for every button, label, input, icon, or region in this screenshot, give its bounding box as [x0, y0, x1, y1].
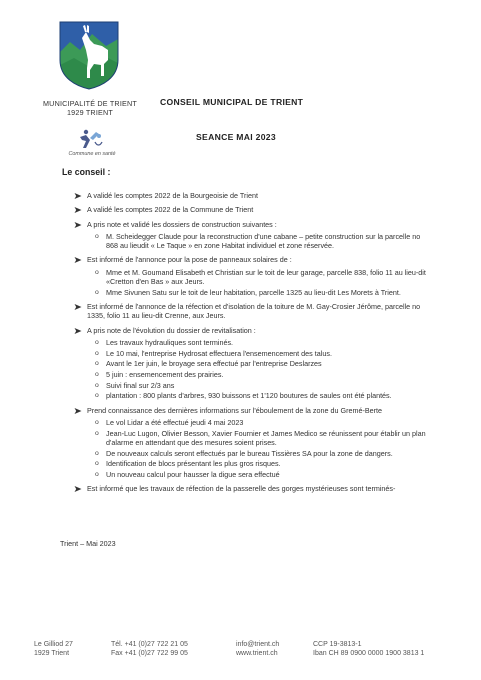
- footer-web: [236, 640, 279, 659]
- decision-item: [74, 406, 434, 480]
- circle-bullet-icon: o: [95, 460, 99, 468]
- sub-list-text: 5 juin : ensemencement des prairies.: [106, 370, 224, 380]
- decision-text: A validé les comptes 2022 de la Bourgeoisie de Trient: [87, 191, 259, 200]
- sub-list-text: plantation : 800 plants d'arbres, 930 buissons et 1'120 boutures de saules ont été plantés.: [106, 391, 392, 401]
- sub-list-item: [95, 338, 434, 347]
- place-date: Trient – Mai 2023: [60, 539, 116, 548]
- decision-text: Est informé de l'annonce pour la pose de panneaux solaires de :: [87, 255, 292, 265]
- circle-bullet-icon: o: [95, 338, 99, 346]
- sub-list-text: Identification de blocs présentant les plus gros risques.: [106, 459, 281, 469]
- circle-bullet-icon: o: [95, 418, 99, 426]
- footer-email-link[interactable]: info@trient.ch: [236, 641, 280, 648]
- circle-bullet-icon: o: [95, 349, 99, 357]
- commune-en-sante-logo-icon: [62, 128, 122, 150]
- decision-text: Est informé que les travaux de réfection de la passerelle des gorges mystérieuses sont terminés-: [87, 484, 396, 494]
- circle-bullet-icon: o: [95, 392, 99, 400]
- sub-list: [87, 268, 434, 297]
- footer-fax-line: Fax +41 (0)27 722 99 05: [111, 650, 188, 658]
- sub-list-text: Mme Sivunen Satu sur le toit de leur habitation, parcelle 1325 au lieu-dit Les Morets à Trient.: [106, 287, 401, 297]
- arrow-bullet-icon: [74, 256, 82, 264]
- sub-list-text: Jean-Luc Lugon, Olivier Besson, Xavier Fournier et James Medico se réunissent pour établir un plan d'alarme en attendant que des mesures soient prises.: [106, 428, 426, 447]
- sub-list-item: [95, 470, 434, 479]
- circle-bullet-icon: o: [95, 381, 99, 389]
- footer-address-line: 1929 Trient: [34, 650, 70, 658]
- sub-list-item: [95, 459, 434, 468]
- sub-list-item: [95, 391, 434, 400]
- sub-list: [87, 418, 434, 479]
- circle-bullet-icon: o: [95, 288, 99, 296]
- decision-text: A pris note de l'évolution du dossier de revitalisation :: [87, 325, 256, 335]
- sub-list-item: [95, 349, 434, 358]
- circle-bullet-icon: o: [95, 471, 99, 479]
- sub-list-item: [95, 268, 434, 287]
- municipality-line-2: 1929 TRIENT: [66, 108, 113, 117]
- arrow-bullet-icon: [74, 206, 82, 214]
- section-heading: Le conseil :: [62, 167, 111, 177]
- municipality-name: [40, 99, 140, 117]
- sub-list-text: Avant le 1er juin, le broyage sera effectué par l'entreprise Deslarzes: [106, 359, 322, 369]
- commune-en-sante-label: Commune en santé: [68, 151, 116, 157]
- decision-text: A validé les comptes 2022 de la Commune de Trient: [87, 205, 254, 215]
- arrow-bullet-icon: [74, 303, 82, 311]
- sub-list-text: Le 10 mai, l'entreprise Hydrosat effectuera l'ensemencement des talus.: [106, 348, 332, 358]
- arrow-bullet-icon: [74, 221, 82, 229]
- footer-phone: [111, 640, 188, 659]
- decisions-list: [74, 191, 434, 499]
- council-title: CONSEIL MUNICIPAL DE TRIENT: [160, 97, 304, 107]
- sub-list: [87, 232, 434, 251]
- sub-list-text: De nouveaux calculs seront effectués par le bureau Tissières SA pour la zone de dangers.: [106, 448, 393, 458]
- footer-iban-line: Iban CH 89 0900 0000 1900 3813 1: [313, 650, 425, 658]
- sub-list-item: [95, 429, 434, 448]
- footer-address-line: Le Gilliod 27: [34, 641, 73, 648]
- arrow-bullet-icon: [74, 192, 82, 200]
- sub-list-item: [95, 370, 434, 379]
- sub-list-text: Un nouveau calcul pour hausser la digue sera effectué: [106, 470, 280, 480]
- sub-list-text: Mme et M. Goumand Elisabeth et Christian sur le toit de leur garage, parcelle 838, folio 11 au lieu-dit «Cretton d'en Bas » aux Jeurs.: [106, 267, 426, 287]
- footer-phone-line: Tél. +41 (0)27 722 21 05: [111, 641, 188, 648]
- sub-list-item: [95, 381, 434, 390]
- municipality-line-1: MUNICIPALITÉ DE TRIENT: [43, 99, 137, 108]
- sub-list: [87, 338, 434, 401]
- chamois-coat-of-arms-icon: [58, 20, 120, 90]
- decision-item: [74, 484, 434, 493]
- sub-list-text: Les travaux hydrauliques sont terminés.: [106, 337, 234, 347]
- decision-item: [74, 302, 434, 321]
- footer-ccp-line: CCP 19-3813-1: [313, 641, 362, 648]
- circle-bullet-icon: o: [95, 429, 99, 437]
- arrow-bullet-icon: [74, 407, 82, 415]
- sub-list-item: [95, 359, 434, 368]
- decision-text: Prend connaissance des dernières informations sur l'éboulement de la zone du Gremé-Berte: [87, 405, 383, 415]
- sub-list-text: M. Scheidegger Claude pour la reconstruction d'une cabane – petite construction sur la parcelle no 868 au lieudit « Le Taque » en zone Habitat individuel et zone réservée.: [106, 231, 421, 251]
- decision-text: A pris note et validé les dossiers de construction suivantes :: [87, 219, 277, 229]
- decision-item: [74, 220, 434, 251]
- decision-item: [74, 255, 434, 297]
- decision-item: [74, 326, 434, 401]
- arrow-bullet-icon: [74, 327, 82, 335]
- arrow-bullet-icon: [74, 485, 82, 493]
- footer: [0, 640, 481, 670]
- decision-item: [74, 191, 434, 200]
- sub-list-text: Suivi final sur 2/3 ans: [106, 380, 175, 390]
- footer-bank: [313, 640, 424, 659]
- footer-website-link[interactable]: www.trient.ch: [236, 650, 278, 658]
- footer-address: [34, 640, 73, 659]
- circle-bullet-icon: o: [95, 371, 99, 379]
- circle-bullet-icon: o: [95, 268, 99, 276]
- decision-item: [74, 205, 434, 214]
- decision-text: Est informé de l'annonce de la réfection et d'isolation de la toiture de M. Gay-Crosier Jérôme, parcelle no 1335, folio 11 au lieu-dit Crenne, aux Jeurs.: [87, 302, 421, 321]
- circle-bullet-icon: o: [95, 360, 99, 368]
- sub-list-item: [95, 418, 434, 427]
- sub-list-item: [95, 232, 434, 251]
- session-title: SEANCE MAI 2023: [196, 132, 276, 142]
- sub-list-item: [95, 449, 434, 458]
- sub-list-text: Le vol Lidar a été effectué jeudi 4 mai 2023: [106, 417, 244, 427]
- sub-list-item: [95, 288, 434, 297]
- circle-bullet-icon: o: [95, 232, 99, 240]
- circle-bullet-icon: o: [95, 449, 99, 457]
